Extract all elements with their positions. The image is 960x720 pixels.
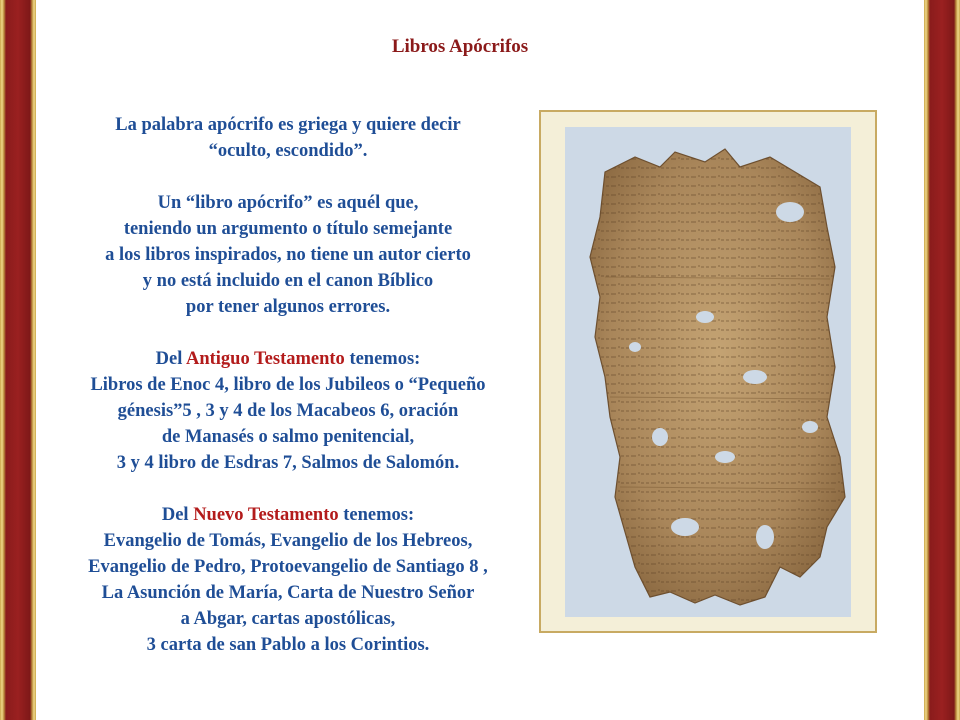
- old-testament-line: génesis”5 , 3 y 4 de los Macabeos 6, oración: [117, 401, 459, 421]
- slide-title: Libros Apócrifos: [391, 36, 529, 57]
- right-decorative-border: [924, 0, 960, 720]
- old-testament-heading: Del Antiguo Testamento tenemos:: [155, 349, 421, 369]
- intro-line: La palabra apócrifo es griega y quiere decir: [115, 115, 461, 135]
- definition-line: por tener algunos errores.: [185, 297, 391, 317]
- intro-paragraph: [38, 112, 538, 164]
- papyrus-fragment-icon: [565, 127, 851, 617]
- new-testament-line: La Asunción de María, Carta de Nuestro Señor: [101, 583, 475, 603]
- new-testament-line: Evangelio de Pedro, Protoevangelio de Santiago 8 ,: [88, 557, 488, 577]
- papyrus-photo-frame: [539, 110, 877, 633]
- new-testament-paragraph: [38, 502, 538, 658]
- definition-line: a los libros inspirados, no tiene un autor cierto: [105, 245, 471, 265]
- old-testament-paragraph: [38, 346, 538, 476]
- new-testament-highlight: Nuevo Testamento: [193, 505, 339, 525]
- definition-paragraph: [38, 190, 538, 320]
- new-testament-line: 3 carta de san Pablo a los Corintios.: [146, 635, 430, 655]
- papyrus-image: [565, 127, 851, 617]
- new-testament-line: a Abgar, cartas apostólicas,: [180, 609, 396, 629]
- definition-line: y no está incluido en el canon Bíblico: [142, 271, 434, 291]
- new-testament-line: Evangelio de Tomás, Evangelio de los Hebreos,: [103, 531, 473, 551]
- old-testament-line: Libros de Enoc 4, libro de los Jubileos o “Pequeño: [90, 375, 486, 395]
- new-testament-heading: Del Nuevo Testamento tenemos:: [161, 505, 415, 525]
- body-text: [38, 112, 538, 684]
- intro-line: “oculto, escondido”.: [208, 141, 368, 161]
- old-testament-line: 3 y 4 libro de Esdras 7, Salmos de Salomón.: [116, 453, 460, 473]
- definition-line: teniendo un argumento o título semejante: [123, 219, 453, 239]
- definition-line: Un “libro apócrifo” es aquél que,: [157, 193, 419, 213]
- old-testament-highlight: Antiguo Testamento: [185, 349, 345, 369]
- old-testament-line: de Manasés o salmo penitencial,: [161, 427, 415, 447]
- left-decorative-border: [0, 0, 36, 720]
